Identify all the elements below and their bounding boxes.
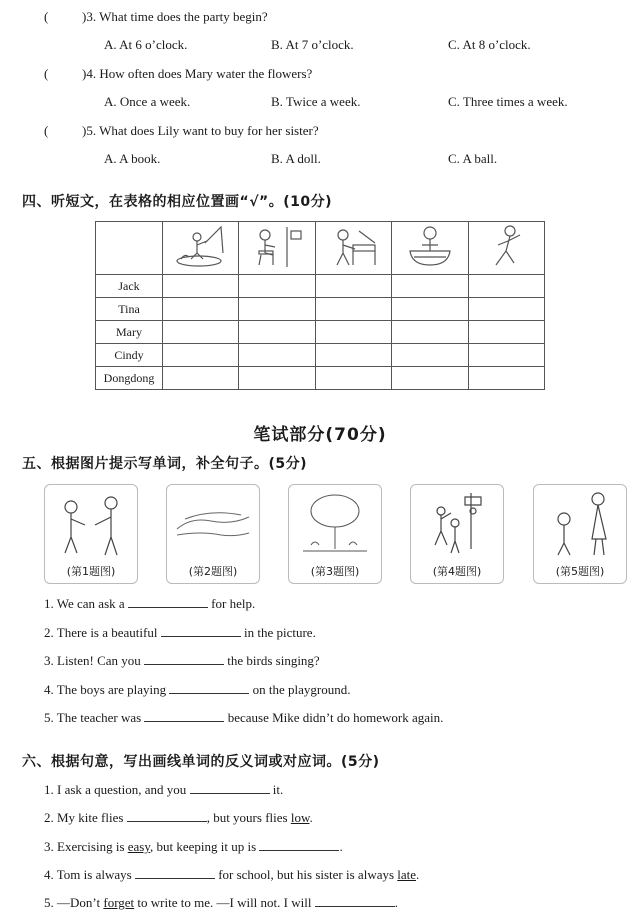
option-a: A. At 6 o’clock. <box>104 37 188 52</box>
dancing-icon <box>468 222 544 275</box>
fill-sentence-2: 2. There is a beautiful in the picture. <box>44 625 316 640</box>
fill-sentence-1: 1. We can ask a for help. <box>44 596 256 611</box>
name-cell: Jack <box>96 275 163 298</box>
answer-blank[interactable] <box>259 838 339 851</box>
fill-sentence-5: 5. The teacher was because Mike didn’t do homework again. <box>44 710 444 725</box>
underlined-word: easy <box>127 839 151 854</box>
picture-5 <box>533 484 627 584</box>
fishing-icon <box>163 222 239 275</box>
section-4-title: 四、听短文，在表格的相应位置画“√”。(10分) <box>22 194 333 210</box>
antonym-sentence-5: 5. —Don’t forget to write to me. —I will not. I will . <box>44 895 398 910</box>
antonym-sentence-4: 4. Tom is always for school, but his sister is always late. <box>44 867 420 882</box>
fill-sentence-4: 4. The boys are playing on the playground. <box>44 682 351 697</box>
listening-table <box>95 221 545 390</box>
picture-3 <box>288 484 382 584</box>
caption-1: (第1题图) <box>66 565 116 578</box>
caption-2: (第2题图) <box>188 565 238 578</box>
name-cell: Tina <box>96 298 163 321</box>
antonym-sentence-3: 3. Exercising is easy, but keeping it up is . <box>44 839 343 854</box>
question-text: )5. What does Lily want to buy for her sister? <box>82 123 319 138</box>
answer-blank[interactable] <box>144 709 224 722</box>
written-part-title: 笔试部分(70分) <box>253 425 387 445</box>
answer-bracket: ( <box>44 123 49 138</box>
piano-icon <box>315 222 391 275</box>
section-6-title: 六、根据句意，写出画线单词的反义词或对应词。(5分) <box>22 754 380 770</box>
option-b: B. At 7 o’clock. <box>271 37 354 52</box>
question-text: )3. What time does the party begin? <box>82 9 268 24</box>
caption-3: (第3题图) <box>310 565 360 578</box>
underlined-word: low <box>290 810 310 825</box>
answer-blank[interactable] <box>169 681 249 694</box>
antonym-sentence-2: 2. My kite flies , but yours flies low. <box>44 810 313 825</box>
option-a: A. Once a week. <box>104 94 191 109</box>
answer-bracket: ( <box>44 9 49 24</box>
name-cell: Cindy <box>96 344 163 367</box>
option-c: C. A ball. <box>448 151 498 166</box>
underlined-word: forget <box>103 895 135 910</box>
corner-cell <box>96 222 163 275</box>
option-a: A. A book. <box>104 151 161 166</box>
fill-sentence-3: 3. Listen! Can you the birds singing? <box>44 653 320 668</box>
bath-icon <box>392 222 468 275</box>
answer-blank[interactable] <box>190 781 270 794</box>
answer-blank[interactable] <box>144 652 224 665</box>
reading-icon <box>239 222 315 275</box>
picture-1 <box>44 484 138 584</box>
answer-blank[interactable] <box>128 595 208 608</box>
name-cell: Dongdong <box>96 367 163 390</box>
underlined-word: late <box>397 867 417 882</box>
caption-5: (第5题图) <box>555 565 605 578</box>
answer-bracket: ( <box>44 66 49 81</box>
question-text: )4. How often does Mary water the flowers? <box>82 66 313 81</box>
answer-blank[interactable] <box>127 809 207 822</box>
antonym-sentence-1: 1. I ask a question, and you it. <box>44 782 284 797</box>
picture-2 <box>166 484 260 584</box>
caption-4: (第4题图) <box>432 565 482 578</box>
answer-blank[interactable] <box>315 894 395 907</box>
name-cell: Mary <box>96 321 163 344</box>
answer-blank[interactable] <box>161 624 241 637</box>
picture-4 <box>410 484 504 584</box>
option-b: B. A doll. <box>271 151 321 166</box>
option-c: C. At 8 o’clock. <box>448 37 531 52</box>
option-c: C. Three times a week. <box>448 94 568 109</box>
section-5-title: 五、根据图片提示写单词，补全句子。(5分) <box>22 456 308 472</box>
option-b: B. Twice a week. <box>271 94 361 109</box>
answer-blank[interactable] <box>135 866 215 879</box>
